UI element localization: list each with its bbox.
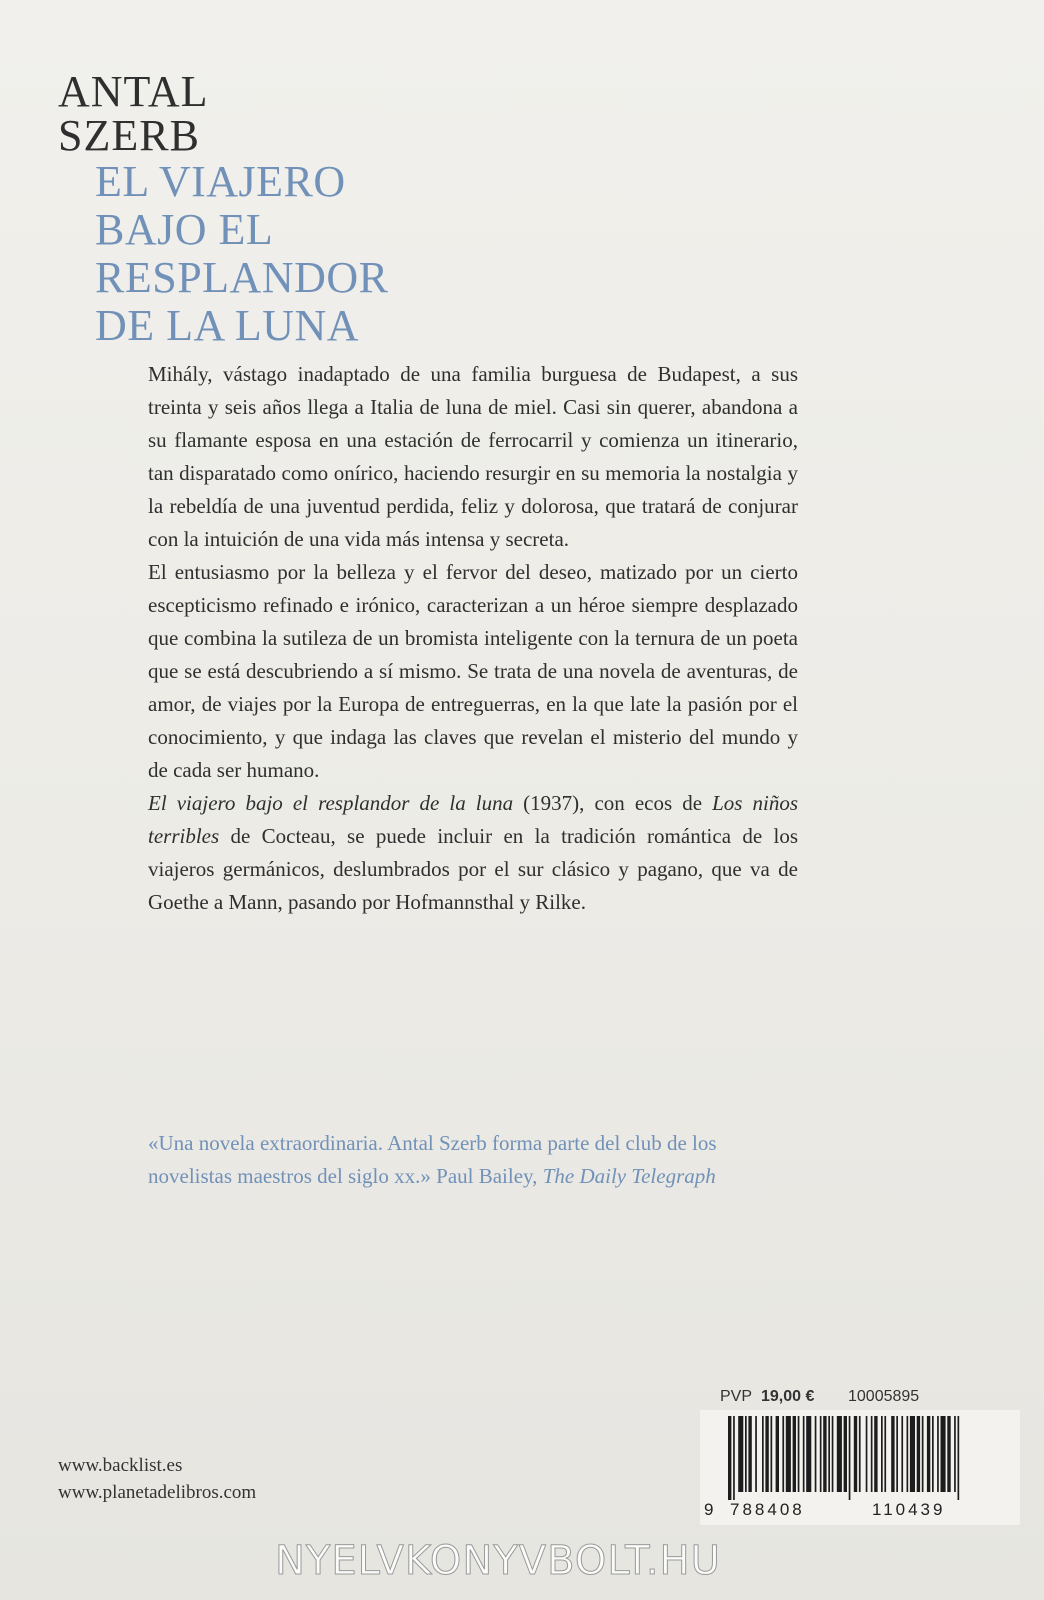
barcode-bar <box>786 1416 791 1492</box>
barcode-bar <box>803 1416 805 1492</box>
barcode-bar <box>762 1416 764 1492</box>
author-first-name: ANTAL <box>58 67 209 116</box>
barcode-bar <box>776 1416 779 1492</box>
watermark: NYELVKONYVBOLT.HU <box>275 1538 721 1584</box>
barcode-bar <box>765 1416 768 1492</box>
barcode-bar <box>728 1416 731 1500</box>
barcode-bar <box>837 1416 842 1492</box>
author-last-name: SZERB <box>58 111 200 160</box>
barcode-bar <box>755 1416 757 1492</box>
barcode-bar <box>922 1416 924 1492</box>
barcode-bar <box>941 1416 946 1492</box>
product-code: 10005895 <box>848 1388 920 1405</box>
barcode-bar <box>854 1416 857 1492</box>
isbn-group-2: 110439 <box>872 1500 946 1519</box>
cocteau-title-italic: Los niños terribles <box>148 791 798 848</box>
author-name <box>58 67 209 160</box>
barcode-bar <box>910 1416 915 1492</box>
barcode-bar <box>832 1416 834 1492</box>
barcode-bar <box>896 1416 898 1492</box>
barcode-bar <box>917 1416 920 1492</box>
barcode-bar <box>927 1416 930 1492</box>
barcode-bar <box>738 1416 743 1492</box>
barcode-bar <box>820 1416 822 1492</box>
barcode-bar <box>849 1416 851 1500</box>
synopsis-paragraph-1: Mihály, vástago inadaptado de una familia burguesa de Budapest, a sus treinta y seis años llega a Italia de luna de miel. Casi sin querer, abandona a su flamante esposa en una estación de ferrocarril y comienza un itinerario, tan disparatado como onírico, haciendo resurgir en su memoria la nostalgia y la rebeldía de una juventud perdida, feliz y dolorosa, que tratará de conjurar con la intuición de una vida más intensa y secreta. <box>148 362 798 551</box>
barcode-bar <box>901 1416 903 1492</box>
book-title-italic: El viajero bajo el resplandor de la luna <box>148 791 514 815</box>
quote-source: The Daily Telegraph <box>542 1164 716 1188</box>
barcode-bar <box>828 1416 830 1492</box>
barcode-bar <box>866 1416 868 1492</box>
barcode-bar <box>871 1416 873 1492</box>
barcode-bars <box>700 1410 1020 1500</box>
barcode-bar <box>815 1416 817 1492</box>
synopsis-paragraph-3 <box>148 787 798 919</box>
book-title <box>95 158 389 350</box>
barcode-bar <box>859 1416 861 1492</box>
barcode-bar <box>844 1416 847 1492</box>
publisher-urls <box>58 1452 256 1506</box>
synopsis-text: de Cocteau, se puede incluir en la tradición romántica de los viajeros germánicos, deslumbrados por el sur clásico y pagano, que va de Goethe a Mann, pasando por Hofmannsthal y Rilke. <box>148 824 798 914</box>
barcode-bar <box>954 1416 956 1492</box>
barcode-bar <box>891 1416 894 1492</box>
barcode-bar <box>793 1416 796 1492</box>
title-line-3: RESPLANDOR <box>95 253 389 302</box>
barcode-bar <box>932 1416 934 1492</box>
barcode-bar <box>806 1416 811 1492</box>
url-planeta: www.planetadelibros.com <box>58 1482 257 1503</box>
synopsis-text: (1937), con ecos de <box>513 791 713 815</box>
synopsis-paragraph-2: El entusiasmo por la belleza y el fervor del deseo, matizado por un cierto escepticismo refinado e irónico, caracterizan a un héroe siempre desplazado que combina la sutileza de un bromista inteligente con la ternura de un poeta que se está descubriendo a sí mismo. Se trata de una novela de aventuras, de amor, de viajes por la Europa de entreguerras, en la que late la pasión por el conocimiento, y que indaga las claves que revelan el misterio del mundo y de cada ser humano. <box>148 560 798 782</box>
barcode-bar <box>798 1416 800 1492</box>
title-line-4: DE LA LUNA <box>95 301 360 350</box>
quote-text: «Una novela extraordinaria. Antal Szerb forma parte del club de los novelistas maestros del siglo xx.» Paul Bailey, <box>148 1131 717 1188</box>
title-line-2: BAJO EL <box>95 205 274 254</box>
barcode-bar <box>958 1416 960 1500</box>
isbn-first-digit: 9 <box>704 1500 717 1519</box>
barcode-bar <box>782 1416 784 1492</box>
barcode-bar <box>874 1416 877 1492</box>
isbn-group-1: 788408 <box>730 1500 805 1519</box>
barcode-bar <box>771 1416 773 1492</box>
barcode-bar <box>748 1416 751 1492</box>
barcode-bar <box>907 1416 909 1492</box>
price-label: PVP <box>720 1388 753 1405</box>
barcode-bar <box>733 1416 735 1500</box>
url-backlist: www.backlist.es <box>58 1455 183 1476</box>
title-line-1: EL VIAJERO <box>95 157 346 206</box>
barcode-bar <box>937 1416 939 1492</box>
synopsis <box>148 358 798 919</box>
barcode-bar <box>745 1416 747 1492</box>
price-value: 19,00 € <box>761 1388 815 1405</box>
barcode-bar <box>881 1416 883 1492</box>
press-quote <box>148 1127 798 1193</box>
barcode-bar <box>823 1416 826 1492</box>
barcode-bar <box>947 1416 950 1492</box>
barcode-bar <box>884 1416 886 1492</box>
